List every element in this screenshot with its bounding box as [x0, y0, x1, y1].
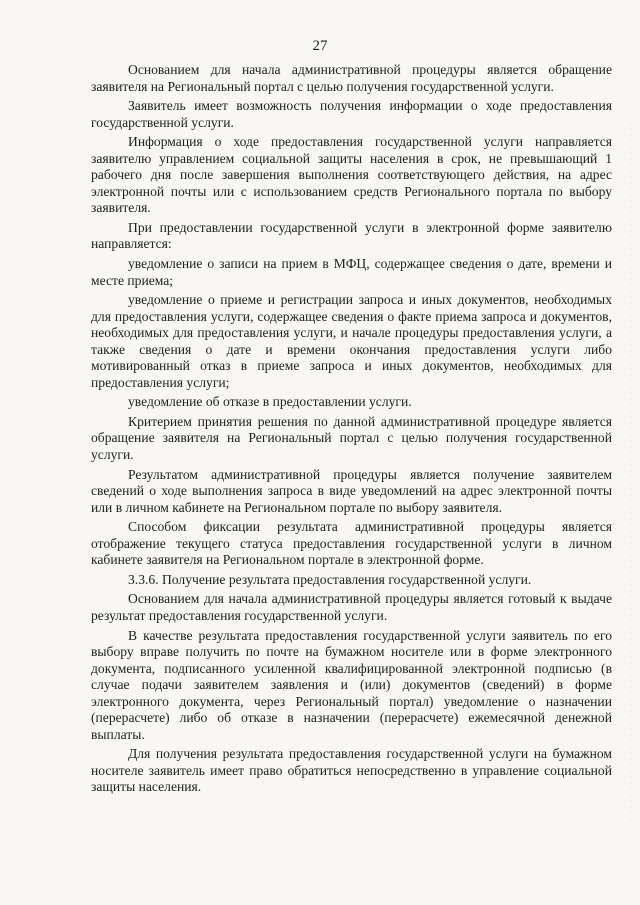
scan-margin-artifact: [629, 120, 632, 820]
paragraph: Основанием для начала административной процедуры является обращение заявителя на Региональный портал с целью получения государственной услуги.: [91, 62, 612, 94]
paragraph: Результатом административной процедуры является получение заявителем сведений о ходе выполнения запроса в виде уведомлений на адрес электронной почты или в личном кабинете на Региональном портале по выбору заявителя.: [91, 466, 612, 515]
paragraph: уведомление об отказе в предоставлении услуги.: [128, 394, 412, 410]
paragraph: Основанием для начала административной процедуры является готовый к выдаче результат предоставления государственной услуги.: [91, 591, 612, 623]
paragraph: уведомление о приеме и регистрации запроса и иных документов, необходимых для предоставления услуги, содержащее сведения о факте приема запроса и документов, необходимых для предоставления услуги, и начале процедуры предоставления услуги, а также сведения о дате и времени окончания предоставления услуги либо мотивированный отказ в приеме запроса и иных документов, необходимых для предоставления услуги;: [91, 292, 612, 390]
paragraph: Заявитель имеет возможность получения информации о ходе предоставления государственной услуги.: [91, 98, 612, 130]
paragraph: В качестве результата предоставления государственной услуги заявитель по его выбору вправе получить по почте на бумажном носителе или в форме электронного документа, подписанного усиленной квалифицированной электронной подписью (в случае подачи заявителем заявления и (или) документов (сведений) в форме электронного документа, через Региональный портал) уведомление о назначении (перерасчете) либо об отказе в назначении (перерасчете) ежемесячной денежной выплаты.: [91, 627, 612, 742]
section-heading: 3.3.6. Получение результата предоставления государственной услуги.: [128, 571, 532, 587]
paragraph: уведомление о записи на прием в МФЦ, содержащее сведения о дате, времени и месте приема;: [91, 256, 612, 288]
paragraph: Для получения результата предоставления государственной услуги на бумажном носителе заявитель имеет право обратиться непосредственно в управление социальной защиты населения.: [91, 746, 612, 795]
page-number: 27: [312, 38, 328, 54]
paragraph: Критерием принятия решения по данной административной процедуре является обращение заявителя на Региональный портал с целью получения государственной услуги.: [91, 413, 612, 463]
page-body: [91, 62, 612, 796]
paragraph: Информация о ходе предоставления государственной услуги направляется заявителю управлением социальной защиты населения в срок, не превышающий 1 рабочего дня после завершения выполнения соответствующего действия, на адрес электронной почты или с использованием средств Регионального портала по выбору заявителя.: [91, 134, 612, 216]
paragraph: Способом фиксации результата административной процедуры является отображение текущего статуса предоставления государственной услуги в личном кабинете заявителя на Региональном портале в электронной форме.: [91, 519, 612, 568]
paragraph: При предоставлении государственной услуги в электронной форме заявителю направляется:: [91, 219, 612, 252]
